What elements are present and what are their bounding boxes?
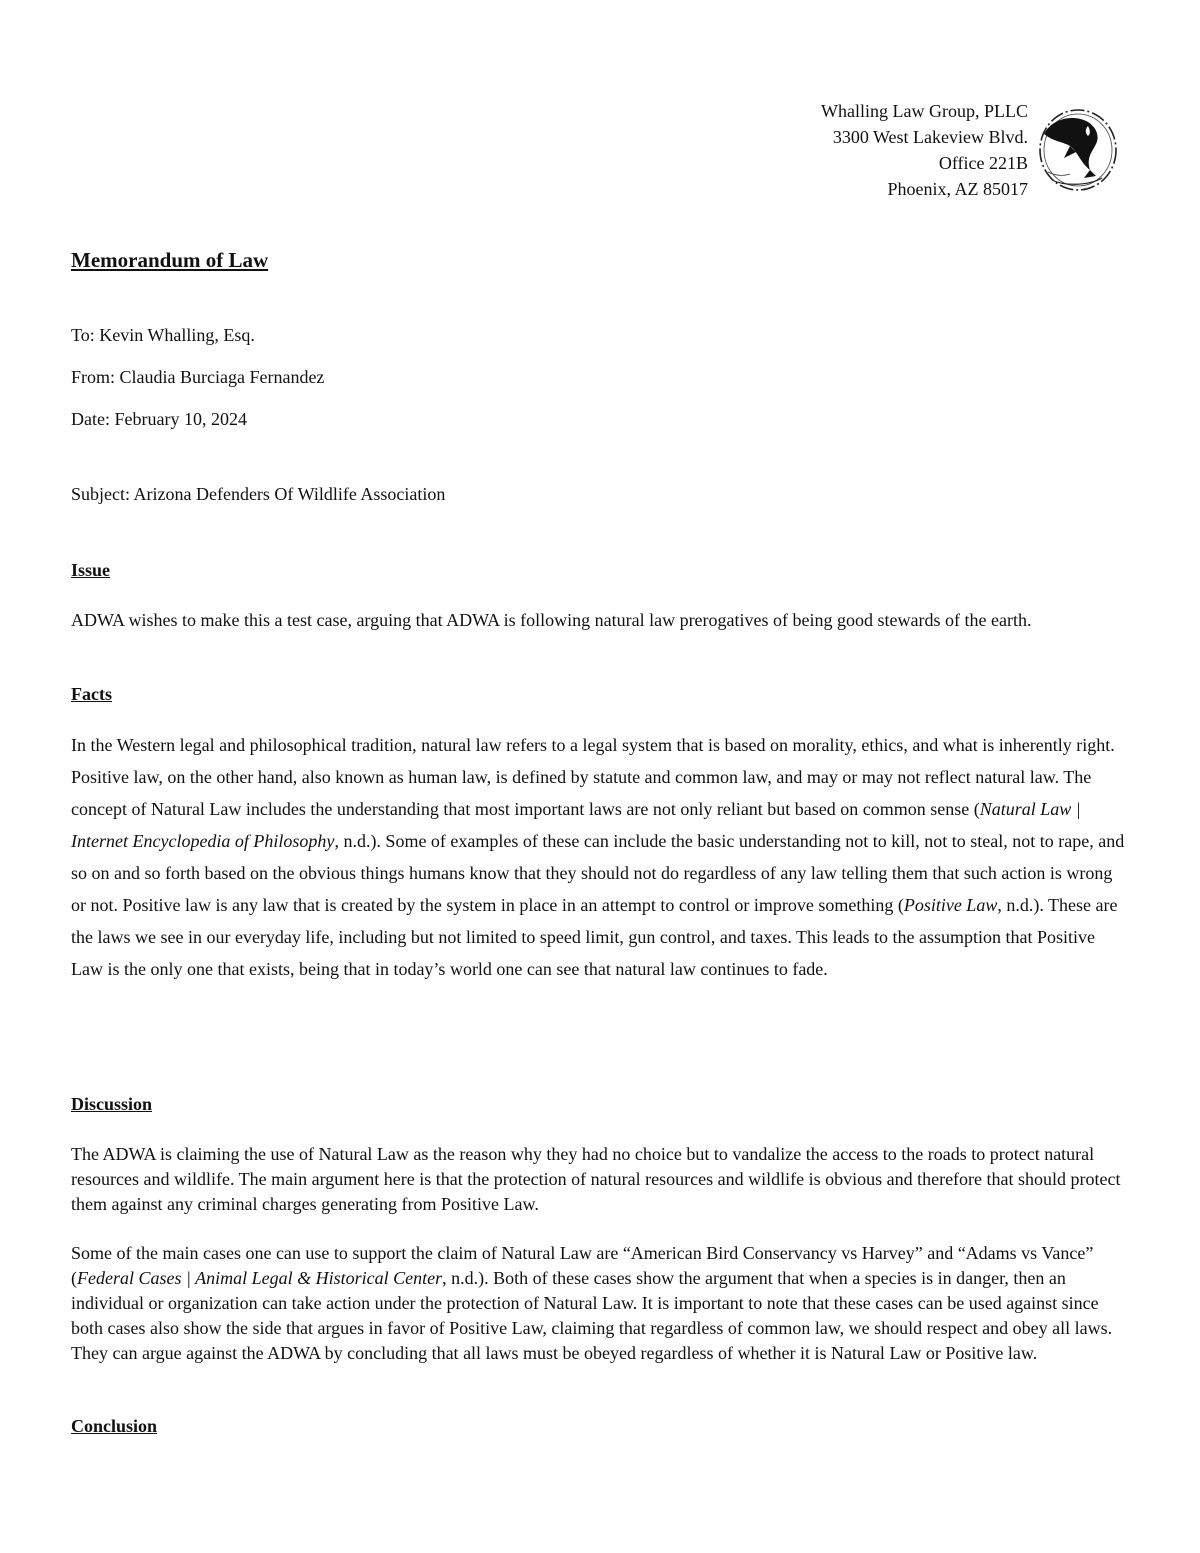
discussion-paragraph-1: The ADWA is claiming the use of Natural Law as the reason why they had no choice but to vandalize the access to the roads to protect natural resources and wildlife. The main argument here is that the protection of natural resources and wildlife is obvious and therefore that should protect them against any criminal charges generating from Positive Law.: [71, 1144, 1121, 1214]
facts-citation-2: Positive Law: [903, 895, 998, 915]
discussion-text-part-1: Some of the main cases one can use to support the claim of Natural Law are “American Bird Conservancy vs Harvey” and “Adams vs Vance” (: [71, 1243, 1094, 1288]
memo-date: Date: February 10, 2024: [71, 409, 247, 429]
memo-to: To: Kevin Whalling, Esq.: [71, 325, 255, 345]
memo-subject: Subject: Arizona Defenders Of Wildlife Association: [71, 484, 446, 504]
orca-seal-logo-icon: [1030, 100, 1120, 196]
discussion-paragraph-2: [71, 1241, 1129, 1366]
letterhead: [821, 98, 1028, 202]
issue-heading: Issue: [71, 560, 111, 580]
discussion-text-part-2: , n.d.). Both of these cases show the argument that when a species is in danger, then an individual or organization can take action under the protection of Natural Law. It is important to note that these cases can be used against since both cases also show the side that argues in favor of Positive Law, claiming that regardless of common law, we should respect and obey all laws. They can argue against the ADWA by concluding that all laws must be obeyed regardless of whether it is Natural Law or Positive law.: [71, 1268, 1113, 1363]
facts-heading: Facts: [71, 684, 112, 704]
facts-text: [71, 729, 1129, 985]
memo-title: Memorandum of Law: [71, 248, 269, 272]
memo-from: From: Claudia Burciaga Fernandez: [71, 367, 325, 387]
facts-text-part-3: , n.d.). These are the laws we see in our everyday life, including but not limited to speed limit, gun control, and taxes. This leads to the assumption that Positive Law is the only one that exists, being that in today’s world one can see that natural law continues to fade.: [71, 895, 1118, 979]
discussion-heading: Discussion: [71, 1094, 153, 1114]
discussion-citation: Federal Cases | Animal Legal & Historical Center: [77, 1268, 443, 1288]
facts-text-part-2: , n.d.). Some of examples of these can include the basic understanding not to kill, not to steal, not to rape, and so on and so forth based on the obvious things humans know that they should not do regardless of any law telling them that such action is wrong or not. Positive law is any law that is created by the system in place in an attempt to control or improve something (: [71, 831, 1125, 915]
firm-city: Phoenix, AZ 85017: [887, 179, 1028, 199]
issue-text: ADWA wishes to make this a test case, arguing that ADWA is following natural law prerogatives of being good stewards of the earth.: [71, 610, 1032, 630]
conclusion-heading: Conclusion: [71, 1416, 158, 1436]
firm-street: 3300 West Lakeview Blvd.: [832, 127, 1028, 147]
facts-citation-1: Natural Law | Internet Encyclopedia of Philosophy: [71, 799, 1081, 851]
firm-office: Office 221B: [938, 153, 1028, 173]
facts-text-part-1: In the Western legal and philosophical tradition, natural law refers to a legal system that is based on morality, ethics, and what is inherently right. Positive law, on the other hand, also known as human law, is defined by statute and common law, and may or may not reflect natural law. The concept of Natural Law includes the understanding that most important laws are not only reliant but based on common sense (: [71, 735, 1115, 819]
firm-name: Whalling Law Group, PLLC: [821, 101, 1028, 121]
